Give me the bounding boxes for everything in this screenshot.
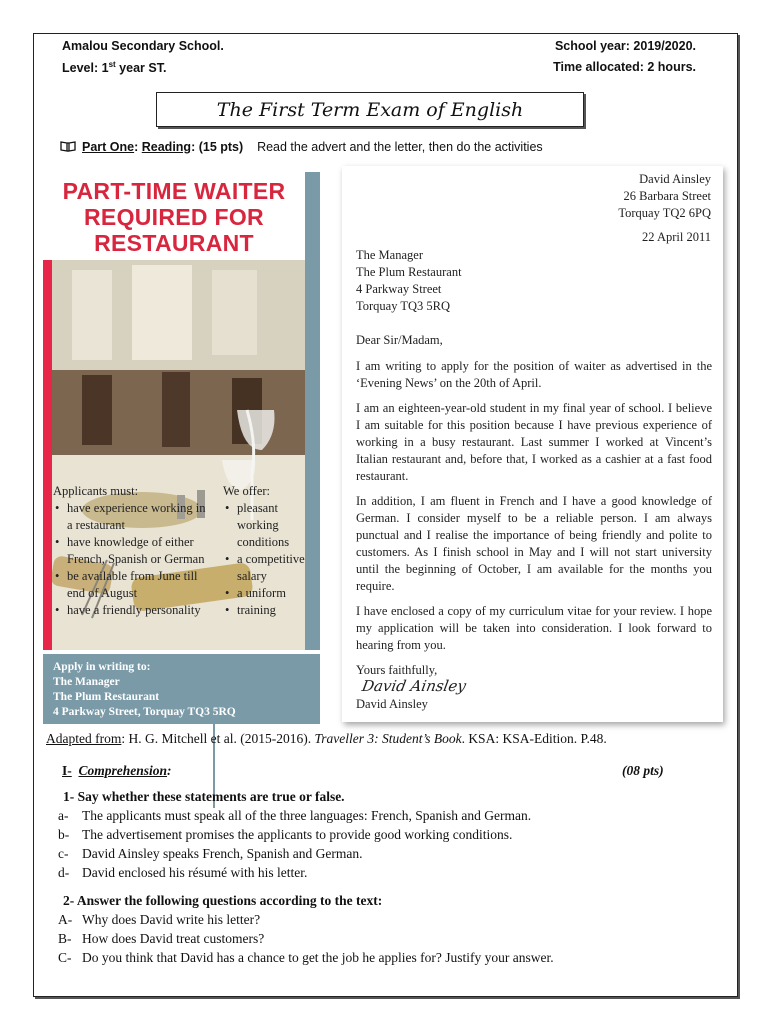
level: Level: 1st year ST. — [62, 60, 167, 76]
letter-date: 22 April 2011 — [642, 230, 711, 244]
question-2-title: 2- Answer the following questions according to the text: — [63, 893, 383, 908]
comprehension-points: (08 pts) — [622, 763, 664, 778]
question-a: A- Why does David write his letter? — [58, 912, 261, 927]
question-b: B- How does David treat customers? — [58, 931, 265, 946]
list-item: • pleasant working conditions — [223, 500, 319, 551]
question-1-title: 1- Say whether these statements are true or false. — [63, 789, 345, 804]
apply-in-writing-panel: Apply in writing to: The Manager The Plum Restaurant 4 Parkway Street, Torquay TQ3 5RQ — [43, 654, 320, 724]
recipient-address: The Manager The Plum Restaurant 4 Parkway Street Torquay TQ3 5RQ — [356, 248, 462, 313]
statement-b: b- The advertisement promises the applicants to provide good working conditions. — [58, 827, 513, 842]
statement-a: a- The applicants must speak all of the three languages: French, Spanish and German. — [58, 808, 532, 823]
list-item: • training — [223, 602, 319, 619]
question-c: C- Do you think that David has a chance to get the job he applies for? Justify your answer. — [58, 950, 554, 965]
statement-c: c- David Ainsley speaks French, Spanish and German. — [58, 846, 363, 861]
exam-title: The First Term Exam of English — [156, 92, 584, 127]
book-icon — [60, 141, 76, 152]
job-advert — [43, 172, 320, 724]
sender-name: David Ainsley — [356, 697, 428, 711]
application-letter — [342, 166, 723, 722]
closing: Yours faithfully, — [356, 663, 438, 677]
letter-paragraph: In addition, I am fluent in French and I have a good knowledge of German. I consider myself to be a reliable person. I am always punctual and I realise the importance of being friendly and polite to customers. As I finish school in May and I will not start university until the beginning of October, I am available for the months you require. — [356, 494, 712, 593]
applicants-must-list: Applicants must: • have experience working in a restaurant • have knowledge of either French, Spanish or German • be available from June till end of August • have a friendly personality — [53, 483, 213, 619]
list-item: • have knowledge of either French, Spanish or German — [53, 534, 213, 568]
list-item: • be available from June till end of August — [53, 568, 213, 602]
part-one-heading: Part One: Reading: (15 pts) Read the advert and the letter, then do the activities — [60, 140, 543, 154]
time-allocated: Time allocated: 2 hours. — [553, 60, 696, 74]
we-offer-list: We offer: • pleasant working conditions • a competitive salary • a uniform • training — [223, 483, 319, 619]
letter-paragraph: I have enclosed a copy of my curriculum vitae for your review. I hope my application will be taken into consideration. I look forward to hearing from you. — [356, 604, 712, 652]
comprehension-heading: I- Comprehension: — [62, 763, 172, 778]
letter-paragraph: I am an eighteen-year-old student in my final year of school. I believe I am suitable for this position because I have previous experience of working in a busy restaurant. Last summer I worked at Vincent’s Italian restaurant and, before that, I worked as a cashier at a fast food restaurant. — [356, 401, 712, 483]
source-citation: Adapted from: H. G. Mitchell et al. (2015-2016). Traveller 3: Student’s Book. KSA: KSA-Edition. P.48. — [46, 731, 607, 746]
letter-paragraph: I am writing to apply for the position of waiter as advertised in the ‘Evening News’ on the 20th of April. — [356, 359, 712, 390]
salutation: Dear Sir/Madam, — [356, 333, 443, 347]
school-year: School year: 2019/2020. — [554, 39, 696, 53]
list-item: • have a friendly personality — [53, 602, 213, 619]
sender-address: David Ainsley 26 Barbara Street Torquay TQ2 6PQ — [618, 172, 711, 220]
list-item: • a uniform — [223, 585, 319, 602]
list-item: • have experience working in a restaurant — [53, 500, 213, 534]
school-name: Amalou Secondary School. — [62, 39, 224, 53]
advert-title: PART-TIME WAITER REQUIRED FOR RESTAURANT — [62, 178, 286, 256]
list-item: • a competitive salary — [223, 551, 319, 585]
statement-d: d- David enclosed his résumé with his letter. — [58, 865, 308, 880]
signature: David Ainsley — [360, 677, 468, 695]
advert-red-stripe — [43, 260, 52, 650]
